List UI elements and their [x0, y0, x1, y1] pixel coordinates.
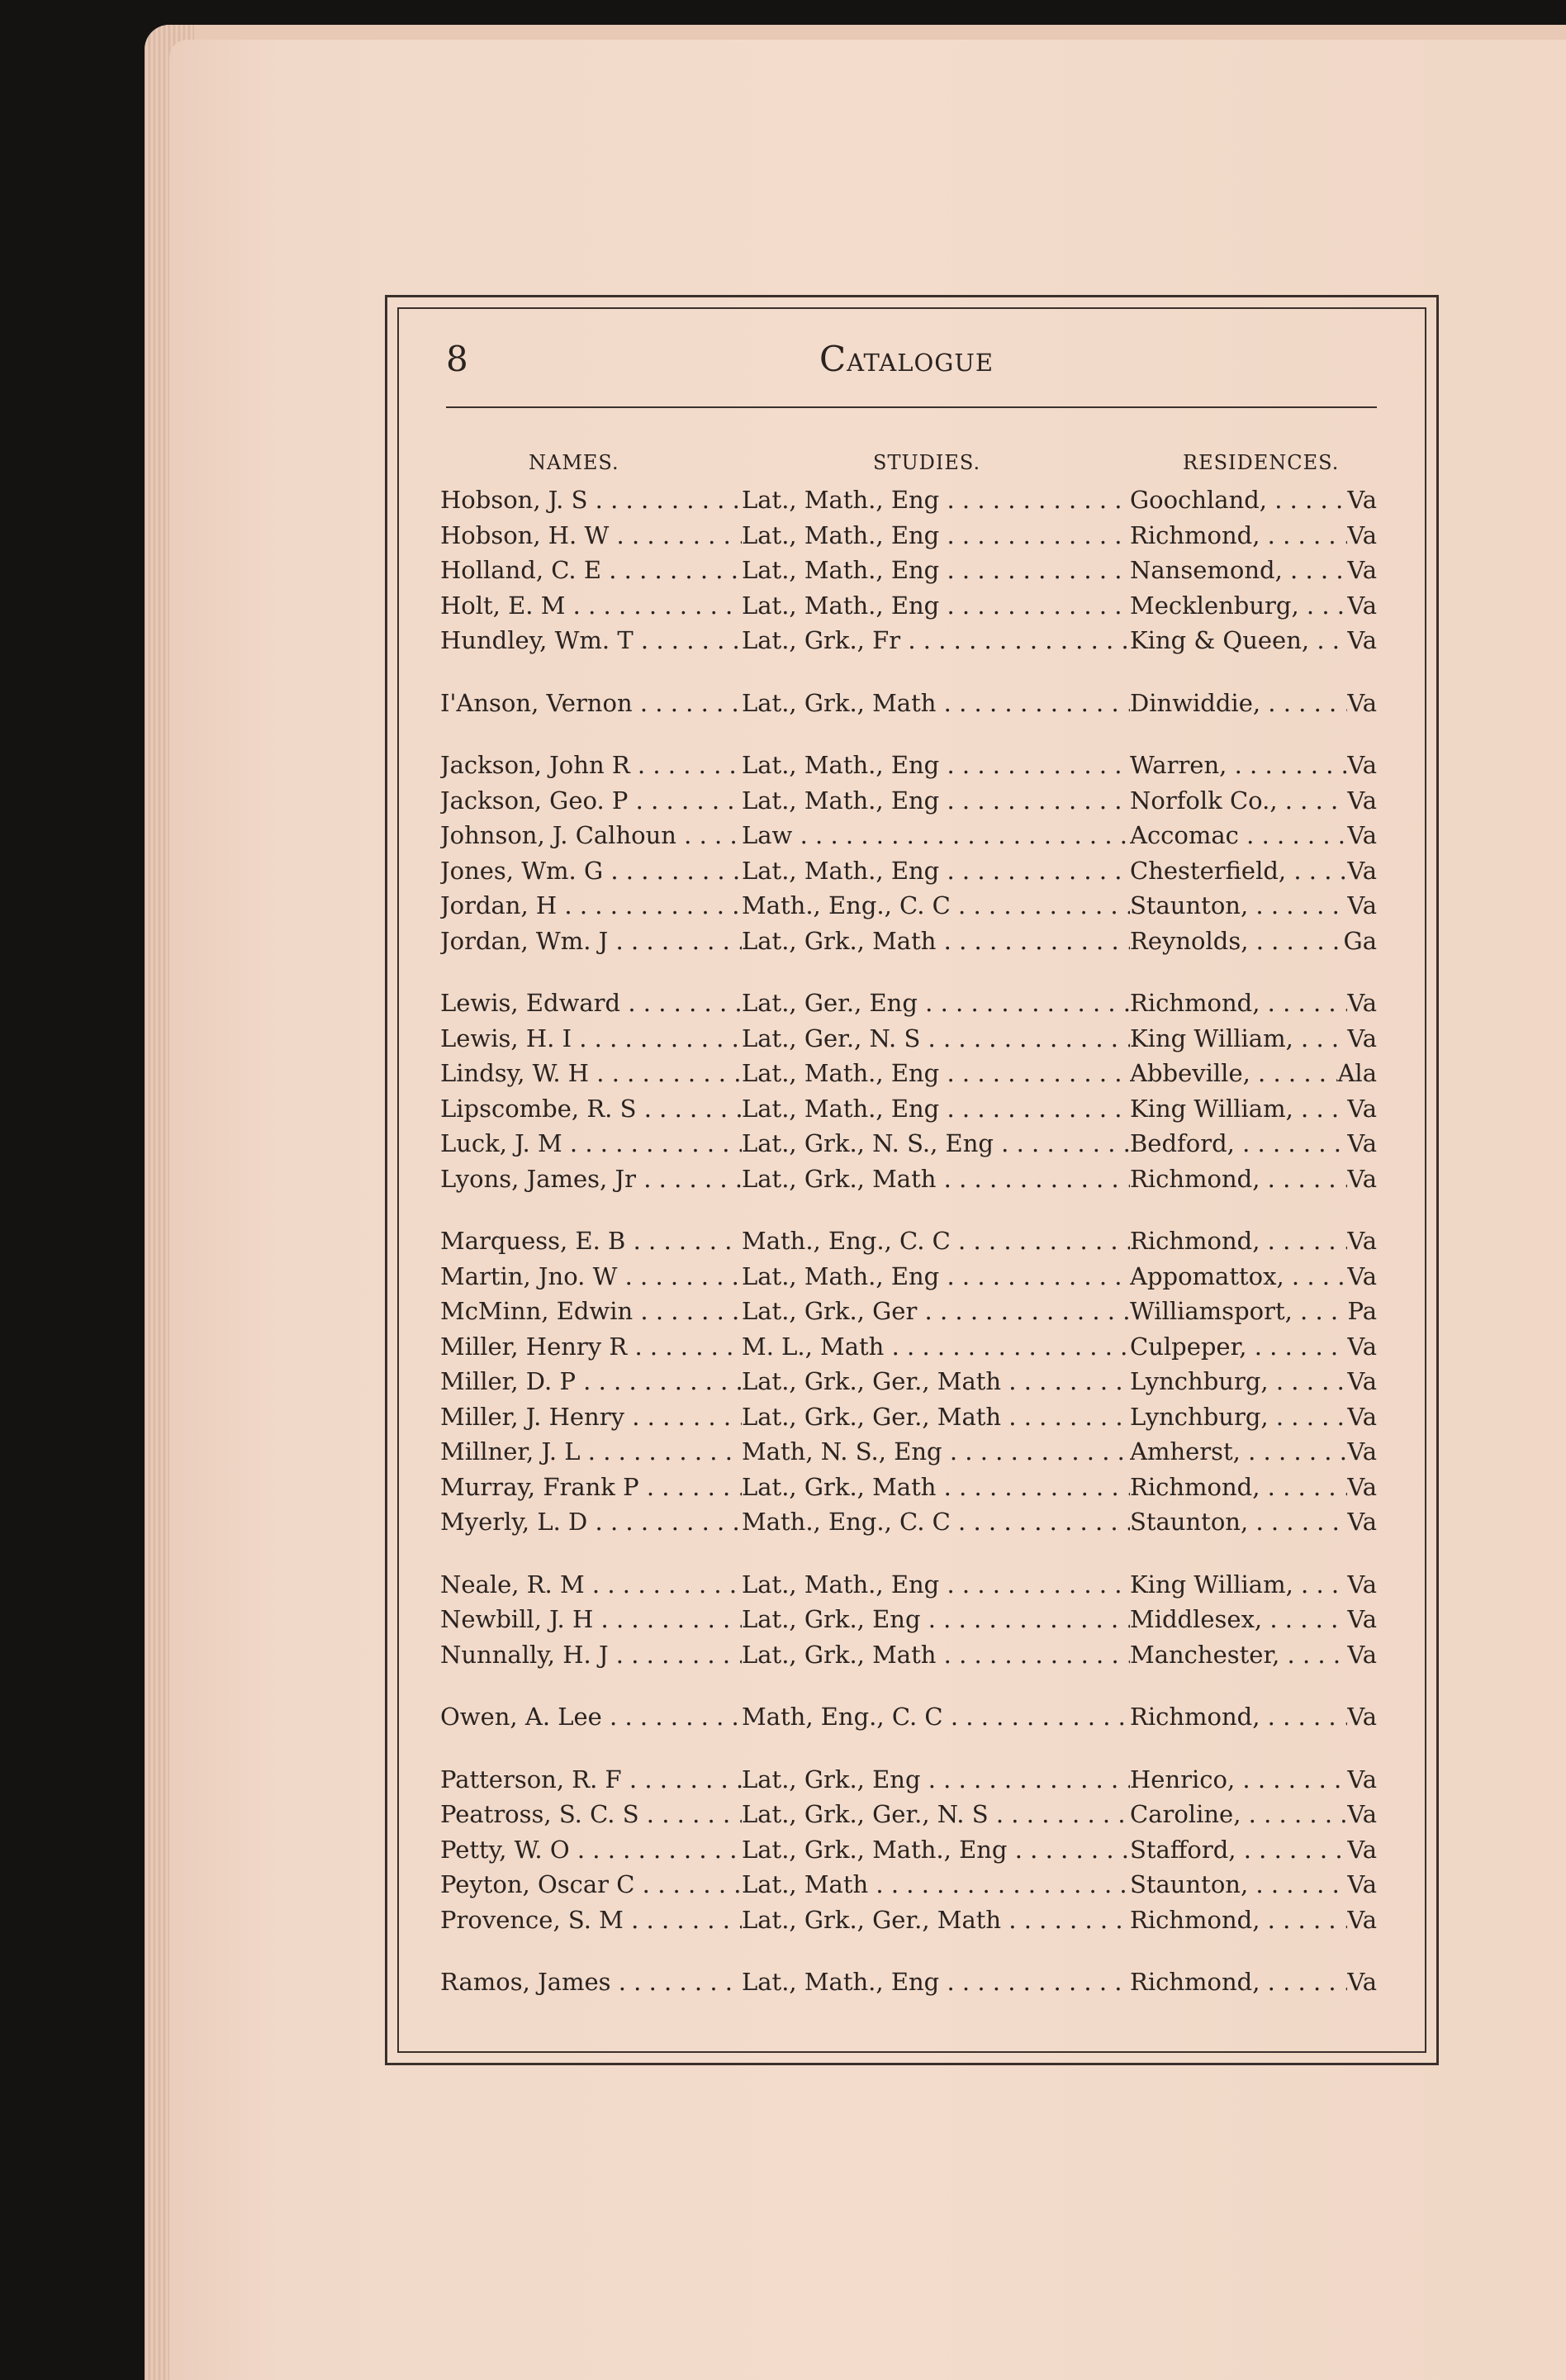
student-studies: Lat., Grk., Math . . .: [742, 1637, 1130, 1673]
residence-state: Va: [1347, 1800, 1377, 1828]
student-studies: Law . . .: [742, 818, 1130, 853]
residence-place: Henrico, . . .: [1130, 1762, 1347, 1798]
list-item: [440, 986, 1377, 1021]
student-name: Holland, C. E . . .: [440, 553, 742, 588]
student-name: Patterson, R. F . . .: [440, 1762, 742, 1798]
student-name: Luck, J. M . . .: [440, 1126, 742, 1161]
student-residence: [1130, 1126, 1377, 1161]
student-name: Jordan, H . . .: [440, 888, 742, 924]
student-residence: [1130, 553, 1377, 588]
list-item: [440, 783, 1377, 819]
student-studies: Lat., Math., Eng . . .: [742, 588, 1130, 624]
residence-place: Williamsport, . . .: [1130, 1294, 1348, 1329]
list-item: [440, 1567, 1377, 1603]
student-studies: M. L., Math . . .: [742, 1329, 1130, 1365]
list-item: [440, 588, 1377, 624]
student-name: I'Anson, Vernon . . .: [440, 686, 742, 721]
student-name: Miller, D. P . . .: [440, 1364, 742, 1399]
student-residence: [1130, 924, 1377, 959]
header-rule: [446, 406, 1377, 408]
residence-place: King William, . . .: [1130, 1021, 1347, 1057]
residence-state: Va: [1347, 1227, 1377, 1255]
residence-state: Va: [1347, 626, 1377, 654]
student-studies: Lat., Ger., N. S . . .: [742, 1021, 1130, 1057]
residence-place: Nansemond, . . .: [1130, 553, 1347, 588]
column-header-names: NAMES.: [529, 451, 619, 474]
residence-state: Va: [1347, 591, 1377, 620]
list-item: [440, 1021, 1377, 1057]
residence-place: Reynolds, . . .: [1130, 924, 1344, 959]
residence-state: Va: [1347, 486, 1377, 514]
student-studies: Lat., Math., Eng . . .: [742, 1259, 1130, 1295]
student-name: Owen, A. Lee . . .: [440, 1699, 742, 1735]
list-item: [440, 1126, 1377, 1161]
residence-place: Richmond, . . .: [1130, 986, 1347, 1021]
student-residence: [1130, 1021, 1377, 1057]
residence-place: Appomattox, . . .: [1130, 1259, 1347, 1295]
residence-place: Chesterfield, . . .: [1130, 853, 1347, 889]
student-studies: Lat., Grk., Ger . . .: [742, 1294, 1130, 1329]
list-item: [440, 1470, 1377, 1505]
column-header-residences: RESIDENCES.: [1183, 451, 1340, 474]
student-name: Lindsy, W. H . . .: [440, 1056, 742, 1091]
student-residence: [1130, 686, 1377, 721]
student-name: Ramos, James . . .: [440, 1964, 742, 2000]
student-residence: [1130, 1364, 1377, 1399]
page-title: Catalogue: [819, 339, 994, 379]
student-studies: Lat., Grk., Fr . . .: [742, 623, 1130, 658]
residence-state: Va: [1347, 520, 1377, 549]
residence-state: Va: [1347, 1437, 1377, 1466]
student-name: Jackson, Geo. P . . .: [440, 783, 742, 819]
student-residence: [1130, 783, 1377, 819]
student-name: Hobson, H. W . . .: [440, 518, 742, 553]
student-studies: Lat., Ger., Eng . . .: [742, 986, 1130, 1021]
residence-place: Staunton, . . .: [1130, 888, 1347, 924]
student-residence: [1130, 482, 1377, 518]
student-name: Lewis, Edward . . .: [440, 986, 742, 1021]
student-studies: Math., Eng., C. C . . .: [742, 1504, 1130, 1540]
column-header-studies: STUDIES.: [873, 451, 981, 474]
residence-state: Va: [1347, 556, 1377, 584]
student-residence: [1130, 1223, 1377, 1259]
student-list: [440, 482, 1377, 2000]
residence-place: Caroline, . . .: [1130, 1797, 1347, 1832]
student-residence: [1130, 748, 1377, 783]
student-name: Holt, E. M . . .: [440, 588, 742, 624]
residence-place: Richmond, . . .: [1130, 1964, 1347, 2000]
student-residence: [1130, 1161, 1377, 1197]
residence-place: King William, . . .: [1130, 1567, 1347, 1603]
residence-place: Accomac . . .: [1130, 818, 1347, 853]
residence-place: Amherst, . . .: [1130, 1434, 1347, 1470]
list-item: [440, 1903, 1377, 1938]
student-studies: Lat., Math., Eng . . .: [742, 853, 1130, 889]
student-name: Martin, Jno. W . . .: [440, 1259, 742, 1295]
list-item: [440, 1699, 1377, 1735]
student-residence: [1130, 1867, 1377, 1903]
student-studies: Lat., Grk., Math . . .: [742, 924, 1130, 959]
student-name: Newbill, J. H . . .: [440, 1602, 742, 1637]
student-name: Johnson, J. Calhoun . . .: [440, 818, 742, 853]
student-name: Petty, W. O . . .: [440, 1832, 742, 1868]
residence-place: Norfolk Co., . . .: [1130, 783, 1347, 819]
list-item: [440, 888, 1377, 924]
list-item: [440, 553, 1377, 588]
student-residence: [1130, 518, 1377, 553]
student-residence: [1130, 888, 1377, 924]
residence-state: Pa: [1347, 1297, 1377, 1325]
student-residence: [1130, 986, 1377, 1021]
student-name: Neale, R. M . . .: [440, 1567, 742, 1603]
student-studies: Lat., Math., Eng . . .: [742, 518, 1130, 553]
student-studies: Lat., Math., Eng . . .: [742, 553, 1130, 588]
student-residence: [1130, 1091, 1377, 1127]
residence-place: Abbeville, . . .: [1130, 1056, 1337, 1091]
student-residence: [1130, 588, 1377, 624]
residence-place: Culpeper, . . .: [1130, 1329, 1347, 1365]
student-residence: [1130, 1762, 1377, 1798]
student-studies: Lat., Grk., Math . . .: [742, 1470, 1130, 1505]
residence-place: Manchester, . . .: [1130, 1637, 1347, 1673]
student-name: Marquess, E. B . . .: [440, 1223, 742, 1259]
residence-state: Va: [1347, 1024, 1377, 1052]
residence-place: Richmond, . . .: [1130, 1161, 1347, 1197]
list-item: [440, 1964, 1377, 2000]
list-item: [440, 1259, 1377, 1295]
student-studies: Math, Eng., C. C . . .: [742, 1699, 1130, 1735]
residence-state: Va: [1347, 1508, 1377, 1536]
student-residence: [1130, 1259, 1377, 1295]
list-item: [440, 1637, 1377, 1673]
student-residence: [1130, 1903, 1377, 1938]
residence-state: Va: [1347, 1835, 1377, 1864]
student-residence: [1130, 853, 1377, 889]
student-residence: [1130, 1056, 1377, 1091]
residence-place: Staunton, . . .: [1130, 1867, 1347, 1903]
residence-state: Va: [1347, 1640, 1377, 1669]
student-residence: [1130, 1637, 1377, 1673]
residence-state: Ga: [1343, 926, 1377, 955]
list-item: [440, 1399, 1377, 1435]
student-name: Nunnally, H. J . . .: [440, 1637, 742, 1673]
student-residence: [1130, 1964, 1377, 2000]
student-studies: Lat., Grk., Math . . .: [742, 1161, 1130, 1197]
student-name: Jones, Wm. G . . .: [440, 853, 742, 889]
residence-place: Middlesex, . . .: [1130, 1602, 1347, 1637]
student-residence: [1130, 1797, 1377, 1832]
list-item: [440, 1602, 1377, 1637]
student-studies: Math., Eng., C. C . . .: [742, 1223, 1130, 1259]
student-studies: Math., Eng., C. C . . .: [742, 888, 1130, 924]
student-residence: [1130, 1567, 1377, 1603]
student-residence: [1130, 1470, 1377, 1505]
student-studies: Lat., Math., Eng . . .: [742, 482, 1130, 518]
residence-state: Va: [1347, 1164, 1377, 1193]
list-item: [440, 1223, 1377, 1259]
residence-place: Richmond, . . .: [1130, 1223, 1347, 1259]
residence-place: Staunton, . . .: [1130, 1504, 1347, 1540]
student-name: Millner, J. L . . .: [440, 1434, 742, 1470]
residence-state: Va: [1347, 1261, 1377, 1290]
student-name: McMinn, Edwin . . .: [440, 1294, 742, 1329]
residence-place: Richmond, . . .: [1130, 518, 1347, 553]
list-item: [440, 623, 1377, 658]
student-studies: Math, N. S., Eng . . .: [742, 1434, 1130, 1470]
student-residence: [1130, 1294, 1377, 1329]
residence-place: King William, . . .: [1130, 1091, 1347, 1127]
list-item: [440, 482, 1377, 518]
student-name: Murray, Frank P . . .: [440, 1470, 742, 1505]
list-item: [440, 1762, 1377, 1798]
residence-place: Goochland, . . .: [1130, 482, 1347, 518]
residence-place: Richmond, . . .: [1130, 1699, 1347, 1735]
residence-place: Richmond, . . .: [1130, 1903, 1347, 1938]
student-residence: [1130, 1329, 1377, 1365]
student-name: Peatross, S. C. S . . .: [440, 1797, 742, 1832]
student-studies: Lat., Grk., Eng . . .: [742, 1762, 1130, 1798]
list-item: [440, 1434, 1377, 1470]
student-studies: Lat., Math., Eng . . .: [742, 748, 1130, 783]
list-item: [440, 1867, 1377, 1903]
student-residence: [1130, 1602, 1377, 1637]
student-name: Jordan, Wm. J . . .: [440, 924, 742, 959]
list-item: [440, 1797, 1377, 1832]
residence-state: Va: [1347, 688, 1377, 717]
residence-place: King & Queen, . . .: [1130, 623, 1347, 658]
list-item: [440, 1504, 1377, 1540]
residence-state: Va: [1347, 1870, 1377, 1898]
list-item: [440, 924, 1377, 959]
residence-place: Dinwiddie, . . .: [1130, 686, 1347, 721]
residence-state: Va: [1347, 786, 1377, 815]
residence-place: Stafford, . . .: [1130, 1832, 1347, 1868]
list-item: [440, 686, 1377, 721]
residence-state: Va: [1347, 1968, 1377, 1996]
student-studies: Lat., Grk., Eng . . .: [742, 1602, 1130, 1637]
student-name: Jackson, John R . . .: [440, 748, 742, 783]
residence-place: Lynchburg, . . .: [1130, 1364, 1347, 1399]
student-residence: [1130, 623, 1377, 658]
student-name: Lewis, H. I . . .: [440, 1021, 742, 1057]
student-name: Lipscombe, R. S . . .: [440, 1091, 742, 1127]
list-item: [440, 518, 1377, 553]
list-item: [440, 1832, 1377, 1868]
student-studies: Lat., Math . . .: [742, 1867, 1130, 1903]
student-name: Hundley, Wm. T . . .: [440, 623, 742, 658]
residence-state: Va: [1347, 1094, 1377, 1123]
residence-place: Mecklenburg, . . .: [1130, 588, 1347, 624]
student-studies: Lat., Math., Eng . . .: [742, 783, 1130, 819]
residence-state: Ala: [1337, 1059, 1377, 1087]
student-studies: Lat., Grk., Math . . .: [742, 686, 1130, 721]
student-studies: Lat., Math., Eng . . .: [742, 1056, 1130, 1091]
student-residence: [1130, 1699, 1377, 1735]
student-residence: [1130, 818, 1377, 853]
residence-place: Warren, . . .: [1130, 748, 1347, 783]
list-item: [440, 1364, 1377, 1399]
student-name: Miller, J. Henry . . .: [440, 1399, 742, 1435]
student-studies: Lat., Grk., Ger., Math . . .: [742, 1364, 1130, 1399]
student-name: Myerly, L. D . . .: [440, 1504, 742, 1540]
list-item: [440, 853, 1377, 889]
page-number: 8: [446, 339, 468, 379]
student-studies: Lat., Grk., Math., Eng . . .: [742, 1832, 1130, 1868]
residence-state: Va: [1347, 1703, 1377, 1731]
list-item: [440, 818, 1377, 853]
list-item: [440, 1329, 1377, 1365]
residence-state: Va: [1347, 1367, 1377, 1395]
student-residence: [1130, 1504, 1377, 1540]
list-item: [440, 1091, 1377, 1127]
list-item: [440, 1161, 1377, 1197]
residence-state: Va: [1347, 1905, 1377, 1934]
student-studies: Lat., Grk., Ger., Math . . .: [742, 1399, 1130, 1435]
student-name: Lyons, James, Jr . . .: [440, 1161, 742, 1197]
residence-state: Va: [1347, 1765, 1377, 1793]
residence-state: Va: [1347, 989, 1377, 1017]
residence-place: Bedford, . . .: [1130, 1126, 1347, 1161]
residence-state: Va: [1347, 1605, 1377, 1633]
student-studies: Lat., Math., Eng . . .: [742, 1964, 1130, 2000]
student-studies: Lat., Grk., Ger., Math . . .: [742, 1903, 1130, 1938]
residence-state: Va: [1347, 751, 1377, 779]
residence-state: Va: [1347, 1402, 1377, 1431]
student-studies: Lat., Math., Eng . . .: [742, 1091, 1130, 1127]
student-studies: Lat., Grk., Ger., N. S . . .: [742, 1797, 1130, 1832]
student-residence: [1130, 1434, 1377, 1470]
student-studies: Lat., Grk., N. S., Eng . . .: [742, 1126, 1130, 1161]
residence-state: Va: [1347, 821, 1377, 849]
list-item: [440, 1056, 1377, 1091]
residence-state: Va: [1347, 1570, 1377, 1599]
student-residence: [1130, 1399, 1377, 1435]
student-studies: Lat., Math., Eng . . .: [742, 1567, 1130, 1603]
residence-state: Va: [1347, 891, 1377, 919]
residence-state: Va: [1347, 856, 1377, 885]
residence-state: Va: [1347, 1472, 1377, 1501]
residence-place: Lynchburg, . . .: [1130, 1399, 1347, 1435]
residence-state: Va: [1347, 1129, 1377, 1157]
student-name: Peyton, Oscar C . . .: [440, 1867, 742, 1903]
student-residence: [1130, 1832, 1377, 1868]
residence-place: Richmond, . . .: [1130, 1470, 1347, 1505]
list-item: [440, 748, 1377, 783]
list-item: [440, 1294, 1377, 1329]
student-name: Miller, Henry R . . .: [440, 1329, 742, 1365]
student-name: Provence, S. M . . .: [440, 1903, 742, 1938]
student-name: Hobson, J. S . . .: [440, 482, 742, 518]
residence-state: Va: [1347, 1332, 1377, 1361]
